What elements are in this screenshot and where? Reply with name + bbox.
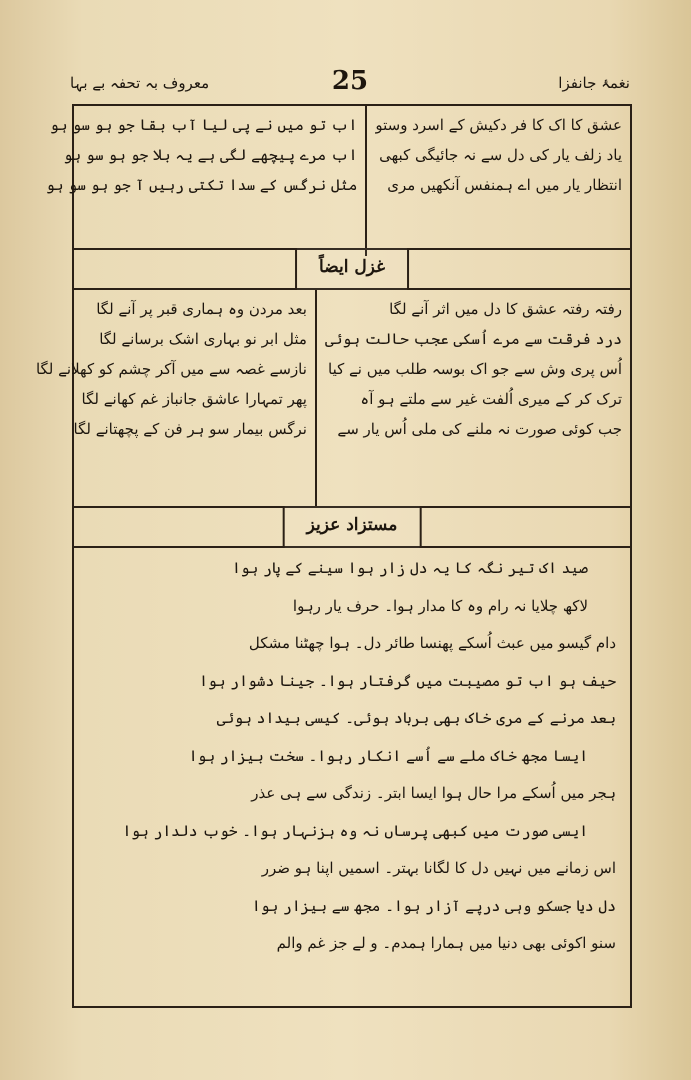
section-1 [46,106,630,256]
verse-line: مثل ابر نو بہاری اشک برسانے لگا [99,330,307,348]
verse-line: بعد مرنے کے مری خاک بھی برباد ہوئی۔ کیسی بیداد ہوئی [216,709,616,727]
verse-line: مثل نرگس کے سدا تکتی رہیں آ جو ہو سو ہو [46,176,358,194]
verse-line: جب کوئی صورت نہ ملنے کی ملی اُس یار سے [337,420,622,438]
verse-line: ہجر میں اُسکے مرا حال ہوا ایسا ابتر۔ زندگی سے ہی عذر [251,784,616,802]
verse-line: ترک کر کے میری اُلفت غیر سے ملتے ہو آہ [360,390,622,408]
text-frame [35,104,632,1008]
section-1-left-column [38,106,367,256]
verse-line: نرگس بیمار سو ہر فن کے پچھتانے لگا [73,420,307,438]
verse-line: نازسے غصہ سے میں آکر چشم کو کھلانے لگا [35,360,307,378]
section-2-right-column [317,290,630,508]
verse-line: درد فرقت سے مرے اُسکی عجب حالت ہوئی [324,330,622,348]
section-2-left-column [28,290,317,508]
verse-line: سنو اکوئی بھی دنیا میں ہمارا ہمدم۔ و لے جز غم والم [276,934,616,952]
verse-line: دام گیسو میں عبث اُسکے پھنسا طائر دل۔ ہوا چھٹنا مشکل [248,634,616,652]
verse-line: لاکھ چلایا نہ رام وہ کا مدار ہوا۔ حرف یار رہوا [292,596,588,615]
verse-line: اب تو میں نے پی لیا آب بقا جو ہو سو ہو [50,116,358,134]
ghazal-heading-band [74,248,630,290]
mustazad-heading-band [74,506,630,548]
mustazad-title: مستزاد عزیز [283,506,422,548]
verse-line: اس زمانے میں نہیں دل کا لگانا بہتر۔ اسمیں اپنا ہو ضرر [261,859,616,877]
verse-line: صید اک تیر نگہ کا یہ دل زار ہوا سینے کے پار ہوا [231,559,588,577]
page-header [70,66,630,102]
verse-line: رفتہ رفتہ عشق کا دل میں اثر آنے لگا [389,300,622,318]
verse-line: یاد زلف یار کی دل سے نہ جائیگی کبھی [379,146,622,164]
verse-line: دل دیا جسکو وہی درپے آزار ہوا۔ مجھ سے بیزار ہوا [251,896,616,915]
verse-line: پھر تمہارا عاشق جانباز غم کھانے لگا [81,390,307,408]
verse-line: حیف ہو اب تو مصیبت میں گرفتار ہوا۔ جینا دشوار ہوا [199,671,616,690]
verse-line: عشق کا اک کا فر دکیش کے اسرد وستو [375,116,622,134]
section-2 [35,290,630,508]
verse-line: انتظار یار میں اے ہمنفس آنکھیں مری [387,176,622,194]
verse-line: ایسی صورت میں کبھی پرساں نہ وہ ہزنہار ہوا۔ خوب دلدار ہوا [122,821,588,840]
page-number: 25 [331,66,369,96]
section-1-right-column [367,106,630,256]
verse-line: بعد مردن وہ ہماری قبر پر آنے لگا [96,300,307,318]
verse-line: اُس پری وش سے جو اک بوسہ طلب میں نے کیا [328,360,622,378]
mustazad-section [74,546,630,1006]
ghazal-title: غزل ایضاً [295,248,409,290]
verse-line: ایسا مجھ خاک ملے سے اُسے انکار رہوا۔ سخت بیزار ہوا [188,746,588,765]
header-book-title: نغمۂ جانفزا [558,74,630,92]
verse-line: اب مرے پیچھے لگی ہے یہ بلا جو ہو سو ہو [63,146,358,164]
header-subtitle: معروف بہ تحفہ بے بہا [70,74,210,92]
